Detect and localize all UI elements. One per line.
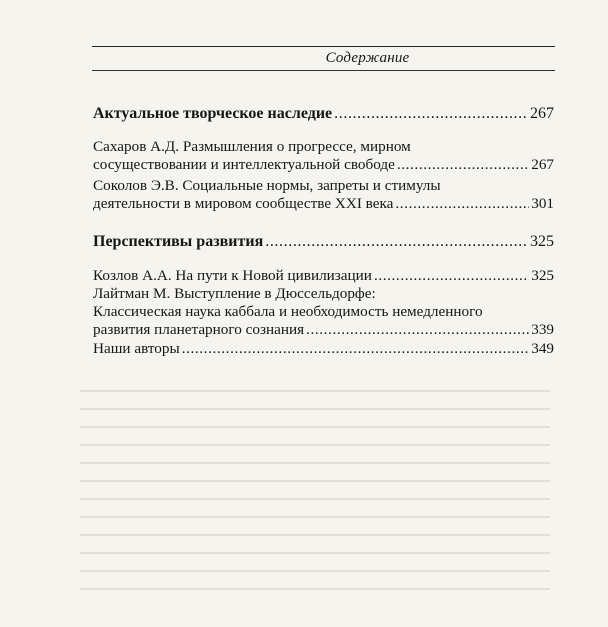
page-number: 339 <box>531 321 554 338</box>
toc-section-heading[interactable] <box>93 233 554 251</box>
page-number: 325 <box>530 233 554 250</box>
dot-leader <box>334 105 528 123</box>
header-bottom-rule <box>92 70 555 71</box>
header-top-rule <box>92 46 555 47</box>
running-head-title: Содержание <box>325 50 410 66</box>
toc-entry[interactable] <box>93 340 554 358</box>
dot-leader <box>397 156 529 174</box>
entry-last-line: сосуществовании и интеллектуальной свободе <box>93 156 395 173</box>
show-through-texture <box>80 390 550 605</box>
running-head <box>92 50 555 67</box>
entry-line: Лайтман М. Выступление в Дюссельдорфе: <box>93 285 376 302</box>
dot-leader <box>306 321 529 339</box>
page-number: 301 <box>531 195 554 212</box>
page-number: 267 <box>530 105 554 122</box>
toc-entry[interactable] <box>93 177 554 213</box>
page-number: 267 <box>531 156 554 173</box>
entry-line: Соколов Э.В. Социальные нормы, запреты и стимулы <box>93 177 441 194</box>
entry-last-line: деятельности в мировом сообществе XXI века <box>93 195 394 212</box>
toc-entry[interactable] <box>93 285 554 339</box>
toc-section-heading[interactable] <box>93 105 554 123</box>
toc-entry[interactable] <box>93 267 554 285</box>
page-number: 349 <box>531 340 554 357</box>
entry-last-line: Наши авторы <box>93 340 180 357</box>
dot-leader <box>265 233 528 251</box>
page-number: 325 <box>531 267 554 284</box>
entry-line: Сахаров А.Д. Размышления о прогрессе, мирном <box>93 138 411 155</box>
entry-line: Классическая наука каббала и необходимость немедленного <box>93 303 483 320</box>
dot-leader <box>374 267 529 285</box>
section-title: Перспективы развития <box>93 233 264 250</box>
toc-entry[interactable] <box>93 138 554 174</box>
entry-last-line: развития планетарного сознания <box>93 321 305 338</box>
section-title: Актуальное творческое наследие <box>93 105 333 122</box>
dot-leader <box>395 195 529 213</box>
dot-leader <box>182 340 530 358</box>
entry-last-line: Козлов А.А. На пути к Новой цивилизации <box>93 267 372 284</box>
